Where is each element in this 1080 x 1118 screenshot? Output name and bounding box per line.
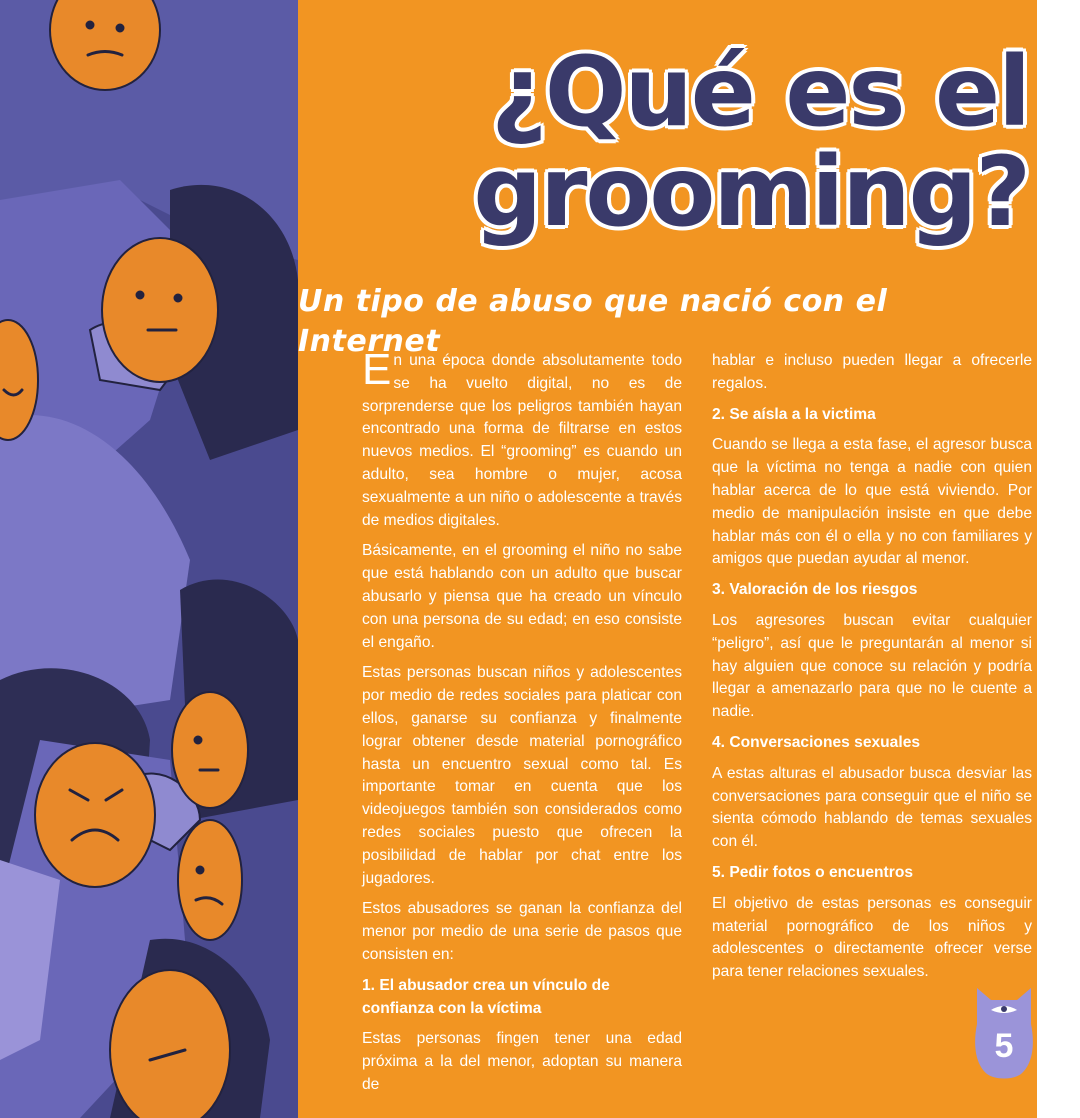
paragraph: Básicamente, en el grooming el niño no sabe que está hablando con un adulto que buscar abusarlo y piensa que ha creado un vínculo con una persona de su edad; en eso consiste el engaño. bbox=[362, 542, 682, 651]
paragraph: El objetivo de estas personas es conseguir material pornográfico de los niños y adolescentes o directamente ofrecer verse para tener relaciones sexuales. bbox=[712, 894, 1032, 981]
masked-faces-illustration bbox=[0, 0, 298, 1118]
page-title bbox=[473, 36, 1029, 248]
step-heading: 1. El abusador crea un vínculo de confianza con la víctima bbox=[362, 976, 610, 1017]
paragraph: hablar e incluso pueden llegar a ofrecerle regalos. bbox=[712, 352, 1032, 392]
step-heading: 3. Valoración de los riesgos bbox=[712, 581, 918, 599]
paragraph: A estas alturas el abusador busca desviar las conversaciones para conseguir que el niño se sienta cómodo hablando de temas sexuales con él. bbox=[712, 764, 1032, 851]
left-column bbox=[362, 345, 682, 1105]
title-line-2: grooming? bbox=[473, 136, 1029, 248]
paragraph-text: n una época donde absolutamente todo se ha vuelto digital, no es de sorprenderse que los peligros también hayan encontrado una forma de filtrarse en estos nuevos medios. El “grooming” es cuando un adulto, sea hombre o mujer, acosa sexualmente a un niño o adolescente a través de medios digitales. bbox=[362, 352, 682, 529]
paragraph: Estas personas buscan niños y adolescentes por medio de redes sociales para platicar con ellos, ganarse su confianza y finalmente lograr obtener desde material pornográfico hasta un encuentro sexual como tal. Es importante tomar en cuenta que los videojuegos también son considerados como redes sociales puesto que ofrecen la posibilidad de hablar por chat entre los jugadores. bbox=[362, 664, 682, 887]
page-subtitle: Un tipo de abuso que nació con el Internet bbox=[298, 284, 888, 359]
step-heading: 5. Pedir fotos o encuentros bbox=[712, 863, 914, 881]
article-page bbox=[298, 0, 1037, 1118]
paragraph: Los agresores buscan evitar cualquier “peligro”, así que le preguntarán al menor si hay alguien que conoce su relación y podría llegar a amenazarlo para que no le cuente a nadie. bbox=[712, 611, 1032, 721]
illustration-art bbox=[0, 0, 298, 1118]
page-number: 5 bbox=[994, 1027, 1014, 1065]
step-heading: 2. Se aísla a la victima bbox=[712, 405, 876, 423]
step-heading: 4. Conversaciones sexuales bbox=[712, 733, 921, 751]
page-margin bbox=[1037, 0, 1080, 1118]
paragraph: Estos abusadores se ganan la confianza del menor por medio de una serie de pasos que consisten en: bbox=[362, 900, 682, 963]
paragraph: Cuando se llega a esta fase, el agresor busca que la víctima no tenga a nadie con quien hablar acerca de lo que está viviendo. Por medio de manipulación insiste en que debe hablar más con él o ella y no con familiares y amigos que puedan ayudar al menor. bbox=[712, 436, 1032, 568]
title-line-1: ¿Qué es el bbox=[491, 36, 1029, 148]
drop-cap: E bbox=[362, 345, 392, 394]
paragraph bbox=[362, 345, 682, 532]
right-column bbox=[712, 350, 1032, 992]
paragraph: Estas personas fingen tener una edad próxima a la del menor, adoptan su manera de bbox=[362, 1030, 682, 1093]
